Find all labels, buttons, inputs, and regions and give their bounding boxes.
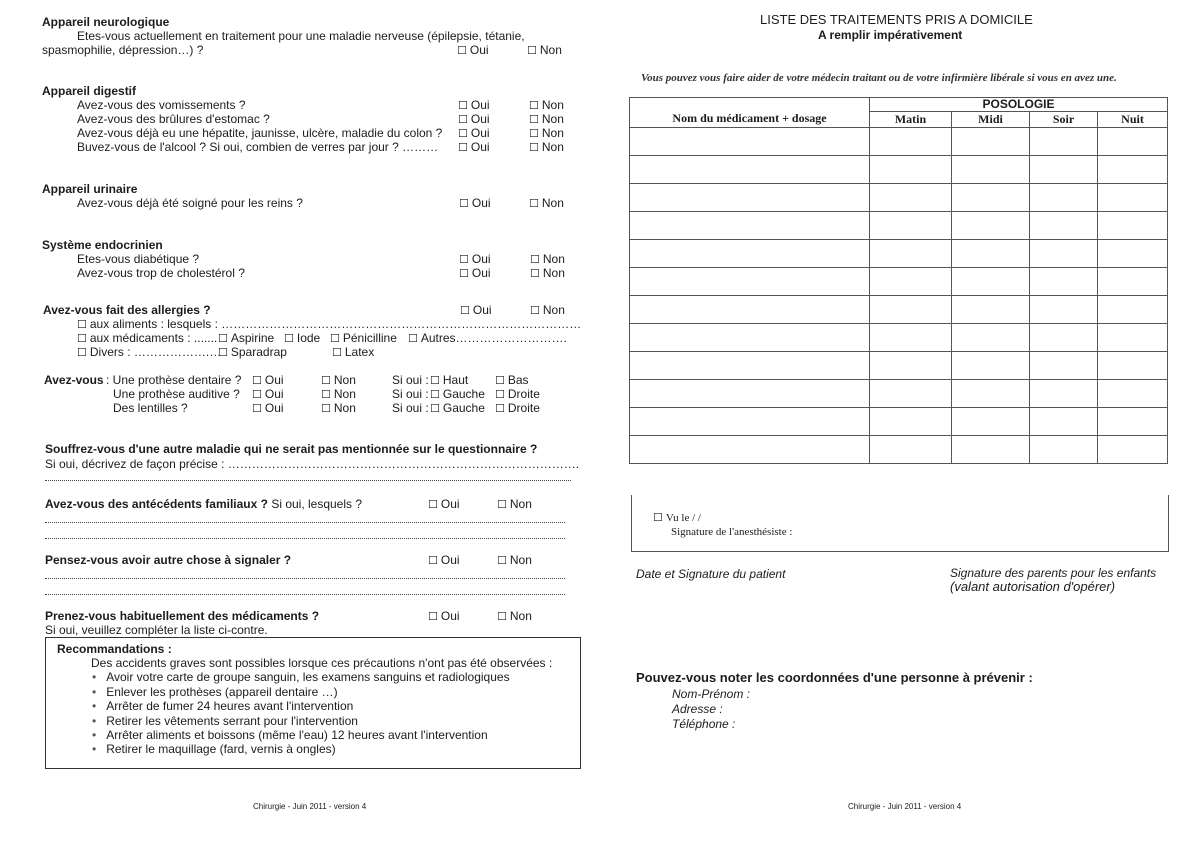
- cell-medicament[interactable]: [630, 212, 870, 240]
- checkbox-non[interactable]: ☐ Non: [529, 196, 564, 211]
- checkbox-oui[interactable]: ☐ Oui: [459, 266, 491, 281]
- checkbox-gauche[interactable]: ☐ Gauche: [430, 401, 485, 416]
- cell-matin[interactable]: [870, 324, 952, 352]
- medication-rows: [630, 128, 1168, 464]
- checkbox-oui[interactable]: ☐ Oui: [459, 196, 491, 211]
- question-hepatite: Avez-vous déjà eu une hépatite, jaunisse, ulcère, maladie du colon ?: [77, 126, 443, 140]
- table-row: [630, 212, 1168, 240]
- checkbox-sparadrap[interactable]: ☐ Sparadrap: [218, 345, 287, 360]
- checkbox-non[interactable]: ☐ Non: [527, 43, 562, 58]
- section-title-urinaire: Appareil urinaire: [42, 182, 138, 196]
- list-item: • Retirer le maquillage (fard, vernis à ongles): [92, 742, 336, 756]
- question-neuro-line1: Etes-vous actuellement en traitement pour une maladie nerveuse (épilepsie, tétanie,: [77, 29, 525, 43]
- table-row: [630, 352, 1168, 380]
- cell-soir[interactable]: [1030, 408, 1098, 436]
- question-diabete: Etes-vous diabétique ?: [77, 252, 200, 266]
- cell-nuit[interactable]: [1098, 184, 1168, 212]
- header-midi: Midi: [952, 112, 1030, 128]
- checkbox-non[interactable]: ☐ Non: [530, 266, 565, 281]
- checkbox-vu-le[interactable]: [653, 512, 666, 524]
- list-item: • Avoir votre carte de groupe sanguin, les examens sanguins et radiologiques: [92, 670, 510, 684]
- checkbox-latex[interactable]: ☐ Latex: [332, 345, 374, 360]
- cell-medicament[interactable]: [630, 352, 870, 380]
- question-prothese-dentaire: : Une prothèse dentaire ?: [106, 373, 242, 387]
- cell-soir[interactable]: [1030, 240, 1098, 268]
- table-row: [630, 408, 1168, 436]
- section-title-endocrinien: Système endocrinien: [42, 238, 163, 252]
- cell-nuit[interactable]: [1098, 408, 1168, 436]
- checkbox-non[interactable]: ☐ Non: [497, 497, 532, 512]
- recommandations-box: [45, 637, 581, 769]
- cell-matin[interactable]: [870, 184, 952, 212]
- signature-anesthesiste: Signature de l'anesthésiste :: [671, 526, 793, 538]
- medicaments-detail: Si oui, veuillez compléter la liste ci-contre.: [45, 623, 268, 637]
- cell-midi[interactable]: [952, 352, 1030, 380]
- checkbox-autres[interactable]: ☐ Autres……………………….: [408, 331, 567, 346]
- checkbox-oui[interactable]: ☐ Oui: [252, 387, 284, 402]
- cell-matin[interactable]: [870, 240, 952, 268]
- checkbox-non[interactable]: ☐ Non: [321, 387, 356, 402]
- header-nuit: Nuit: [1098, 112, 1168, 128]
- protheses-lead: Avez-vous: [44, 373, 104, 387]
- right-note: Vous pouvez vous faire aider de votre médecin traitant ou de votre infirmière libérale si vous en avez une.: [641, 72, 1117, 84]
- header-matin: Matin: [870, 112, 952, 128]
- si-oui-label: Si oui :: [392, 387, 429, 401]
- checkbox-oui[interactable]: ☐ Oui: [252, 373, 284, 388]
- checkbox-penicilline[interactable]: ☐ Pénicilline: [330, 331, 397, 346]
- cell-soir[interactable]: [1030, 352, 1098, 380]
- cell-nuit[interactable]: [1098, 324, 1168, 352]
- cell-medicament[interactable]: [630, 184, 870, 212]
- contact-adresse[interactable]: Adresse :: [672, 702, 723, 716]
- table-row: [630, 240, 1168, 268]
- checkbox-aspirine[interactable]: ☐ Aspirine: [218, 331, 274, 346]
- page-footer-left: Chirurgie - Juin 2011 - version 4: [253, 802, 367, 811]
- right-title: LISTE DES TRAITEMENTS PRIS A DOMICILE: [760, 12, 1033, 27]
- medication-table: [629, 97, 1168, 464]
- question-prothese-auditive: Une prothèse auditive ?: [113, 387, 240, 401]
- cell-medicament[interactable]: [630, 436, 870, 464]
- write-line[interactable]: [45, 578, 565, 579]
- list-item: • Retirer les vêtements serrant pour l'intervention: [92, 714, 358, 728]
- checkbox-oui[interactable]: ☐ Oui: [458, 98, 490, 113]
- cell-midi[interactable]: [952, 408, 1030, 436]
- vu-le-box: [631, 495, 1169, 552]
- question-neuro-line2: spasmophilie, dépression…) ?: [42, 43, 204, 57]
- cell-soir[interactable]: [1030, 436, 1098, 464]
- header-nom-cell: [630, 98, 870, 128]
- contact-nom-prenom[interactable]: Nom-Prénom :: [672, 687, 751, 701]
- cell-midi[interactable]: [952, 128, 1030, 156]
- write-line[interactable]: [45, 538, 565, 539]
- checkbox-droite[interactable]: ☐ Droite: [495, 387, 540, 402]
- cell-medicament[interactable]: [630, 128, 870, 156]
- question-reins: Avez-vous déjà été soigné pour les reins ?: [77, 196, 303, 210]
- cell-midi[interactable]: [952, 296, 1030, 324]
- cell-nuit[interactable]: [1098, 436, 1168, 464]
- vu-le-row: [653, 511, 701, 525]
- cell-nuit[interactable]: [1098, 128, 1168, 156]
- checkbox-oui[interactable]: ☐ Oui: [428, 609, 460, 624]
- cell-medicament[interactable]: [630, 296, 870, 324]
- si-oui-label: Si oui :: [392, 401, 429, 415]
- header-posologie: POSOLOGIE: [870, 98, 1168, 112]
- contact-telephone[interactable]: Téléphone :: [672, 717, 736, 731]
- write-line[interactable]: [45, 594, 565, 595]
- cell-midi[interactable]: [952, 324, 1030, 352]
- cell-soir[interactable]: [1030, 212, 1098, 240]
- cell-matin[interactable]: [870, 156, 952, 184]
- question-cholesterol: Avez-vous trop de cholestérol ?: [77, 266, 245, 280]
- signature-parents-label: Signature des parents pour les enfants: [950, 566, 1157, 580]
- cell-midi[interactable]: [952, 156, 1030, 184]
- cell-midi[interactable]: [952, 380, 1030, 408]
- checkbox-oui[interactable]: ☐ Oui: [459, 252, 491, 267]
- write-line[interactable]: [45, 522, 565, 523]
- cell-midi[interactable]: [952, 184, 1030, 212]
- section-title-autre-maladie: Souffrez-vous d'une autre maladie qui ne serait pas mentionnée sur le questionnaire ?: [45, 442, 538, 456]
- section-title-medicaments: Prenez-vous habituellement des médicaments ?: [45, 609, 320, 623]
- list-item: • Arrêter aliments et boissons (même l'eau) 12 heures avant l'intervention: [92, 728, 488, 742]
- section-title-allergies: Avez-vous fait des allergies ?: [43, 303, 211, 317]
- table-row: [630, 128, 1168, 156]
- list-item: • Arrêter de fumer 24 heures avant l'intervention: [92, 699, 353, 713]
- signature-patient-label: Date et Signature du patient: [636, 567, 786, 581]
- section-title-autre-chose: Pensez-vous avoir autre chose à signaler ?: [45, 553, 292, 567]
- checkbox-non[interactable]: ☐ Non: [529, 126, 564, 141]
- cell-nuit[interactable]: [1098, 296, 1168, 324]
- si-oui-label: Si oui :: [392, 373, 429, 387]
- write-line[interactable]: [45, 480, 571, 481]
- question-vomissements: Avez-vous des vomissements ?: [77, 98, 246, 112]
- table-row: [630, 184, 1168, 212]
- table-row: [630, 324, 1168, 352]
- cell-midi[interactable]: [952, 268, 1030, 296]
- section-title-neuro: Appareil neurologique: [42, 15, 170, 29]
- recommandations-intro: Des accidents graves sont possibles lorsque ces précautions n'ont pas été observées :: [91, 656, 553, 670]
- checkbox-non[interactable]: ☐ Non: [497, 609, 532, 624]
- signature-parents-note: (valant autorisation d'opérer): [950, 579, 1116, 594]
- page-footer-right: Chirurgie - Juin 2011 - version 4: [848, 802, 962, 811]
- section-title-antecedents: Avez-vous des antécédents familiaux ?: [45, 497, 268, 511]
- cell-medicament[interactable]: [630, 156, 870, 184]
- antecedents-row: [45, 497, 362, 511]
- checkbox-oui[interactable]: ☐ Oui: [458, 112, 490, 127]
- checkbox-non[interactable]: ☐ Non: [529, 112, 564, 127]
- list-item: • Enlever les prothèses (appareil dentaire …): [92, 685, 338, 699]
- cell-nuit[interactable]: [1098, 240, 1168, 268]
- cell-matin[interactable]: [870, 268, 952, 296]
- header-soir: Soir: [1030, 112, 1098, 128]
- cell-medicament[interactable]: [630, 240, 870, 268]
- question-alcool: Buvez-vous de l'alcool ? Si oui, combien de verres par jour ? ………: [77, 140, 439, 154]
- checkbox-bas[interactable]: ☐ Bas: [495, 373, 529, 388]
- header-nom: Nom du médicament + dosage: [672, 111, 827, 125]
- cell-matin[interactable]: [870, 212, 952, 240]
- cell-matin[interactable]: [870, 380, 952, 408]
- table-row: [630, 268, 1168, 296]
- checkbox-iode[interactable]: ☐ Iode: [284, 331, 320, 346]
- checkbox-oui[interactable]: ☐ Oui: [457, 43, 489, 58]
- cell-medicament[interactable]: [630, 268, 870, 296]
- cell-medicament[interactable]: [630, 380, 870, 408]
- cell-matin[interactable]: [870, 296, 952, 324]
- checkbox-non[interactable]: ☐ Non: [497, 553, 532, 568]
- checkbox-oui[interactable]: ☐ Oui: [252, 401, 284, 416]
- recommandations-title: Recommandations :: [57, 642, 172, 656]
- checkbox-non[interactable]: ☐ Non: [530, 303, 565, 318]
- table-row: [630, 156, 1168, 184]
- checkbox-oui[interactable]: ☐ Oui: [428, 497, 460, 512]
- table-row: [630, 436, 1168, 464]
- checkbox-oui[interactable]: ☐ Oui: [458, 126, 490, 141]
- cell-midi[interactable]: [952, 240, 1030, 268]
- cell-nuit[interactable]: [1098, 212, 1168, 240]
- checkbox-non[interactable]: ☐ Non: [530, 252, 565, 267]
- checkbox-oui[interactable]: ☐ Oui: [428, 553, 460, 568]
- table-row: [630, 296, 1168, 324]
- cell-matin[interactable]: [870, 352, 952, 380]
- cell-medicament[interactable]: [630, 324, 870, 352]
- cell-soir[interactable]: [1030, 296, 1098, 324]
- cell-matin[interactable]: [870, 408, 952, 436]
- cell-matin[interactable]: [870, 128, 952, 156]
- checkbox-haut[interactable]: ☐ Haut: [430, 373, 468, 388]
- right-subtitle: A remplir impérativement: [818, 28, 963, 42]
- vu-le-label: Vu le / /: [665, 512, 701, 524]
- antecedents-detail: Si oui, lesquels ?: [271, 497, 363, 511]
- checkbox-oui[interactable]: ☐ Oui: [460, 303, 492, 318]
- question-lentilles: Des lentilles ?: [113, 401, 188, 415]
- checkbox-medicaments-allergie[interactable]: ☐ aux médicaments : .......: [77, 331, 217, 346]
- cell-soir[interactable]: [1030, 380, 1098, 408]
- cell-soir[interactable]: [1030, 268, 1098, 296]
- cell-soir[interactable]: [1030, 156, 1098, 184]
- cell-nuit[interactable]: [1098, 380, 1168, 408]
- cell-nuit[interactable]: [1098, 352, 1168, 380]
- checkbox-divers[interactable]: ☐ Divers : ……………….…: [77, 345, 221, 360]
- section-title-digestif: Appareil digestif: [42, 84, 137, 98]
- contact-title: Pouvez-vous noter les coordonnées d'une personne à prévenir :: [636, 670, 1033, 685]
- cell-nuit[interactable]: [1098, 268, 1168, 296]
- checkbox-aliments[interactable]: ☐ aux aliments : lesquels : ………………………………………………………………………………: [77, 317, 581, 332]
- table-row: [630, 380, 1168, 408]
- cell-matin[interactable]: [870, 436, 952, 464]
- checkbox-non[interactable]: ☐ Non: [321, 401, 356, 416]
- autre-maladie-detail: Si oui, décrivez de façon précise : …………………………………………………………………………….: [45, 457, 580, 471]
- cell-medicament[interactable]: [630, 408, 870, 436]
- cell-soir[interactable]: [1030, 184, 1098, 212]
- cell-midi[interactable]: [952, 436, 1030, 464]
- question-brulures: Avez-vous des brûlures d'estomac ?: [77, 112, 270, 126]
- cell-soir[interactable]: [1030, 324, 1098, 352]
- checkbox-non[interactable]: ☐ Non: [529, 98, 564, 113]
- checkbox-non[interactable]: ☐ Non: [321, 373, 356, 388]
- checkbox-droite[interactable]: ☐ Droite: [495, 401, 540, 416]
- cell-midi[interactable]: [952, 212, 1030, 240]
- cell-soir[interactable]: [1030, 128, 1098, 156]
- checkbox-gauche[interactable]: ☐ Gauche: [430, 387, 485, 402]
- checkbox-oui[interactable]: ☐ Oui: [458, 140, 490, 155]
- checkbox-non[interactable]: ☐ Non: [529, 140, 564, 155]
- cell-nuit[interactable]: [1098, 156, 1168, 184]
